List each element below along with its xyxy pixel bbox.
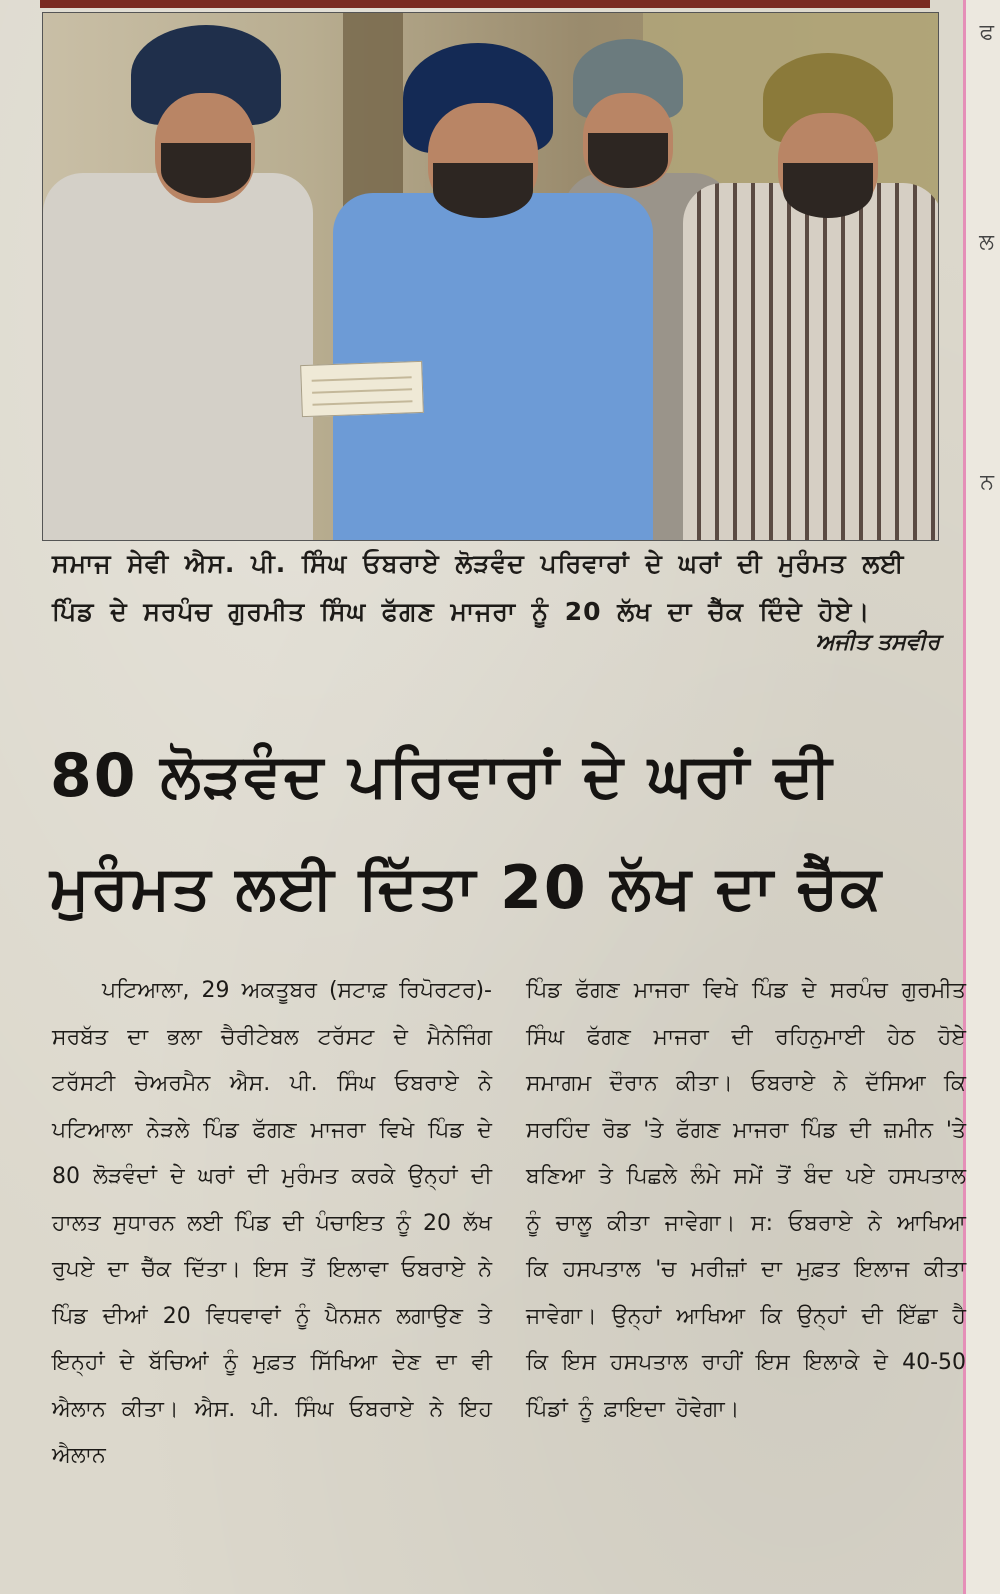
- article-headline: [50, 720, 950, 944]
- photo-credit: ਅਜੀਤ ਤਸਵੀਰ: [815, 630, 940, 655]
- headline-line-1: 80 ਲੋੜਵੰਦ ਪਰਿਵਾਰਾਂ ਦੇ ਘਰਾਂ ਦੀ: [50, 741, 834, 811]
- photo-caption: ਸਮਾਜ ਸੇਵੀ ਐਸ. ਪੀ. ਸਿੰਘ ਓਬਰਾਏ ਲੋੜਵੰਦ ਪਰਿਵਾਰਾਂ ਦੇ ਘਰਾਂ ਦੀ ਮੁਰੰਮਤ ਲਈ ਪਿੰਡ ਦੇ ਸਰਪੰਚ ਗੁਰਮੀਤ ਸਿੰਘ ਫੱਗਣ ਮਾਜਰਾ ਨੂੰ 20 ਲੱਖ ਦਾ ਚੈੱਕ ਦਿੰਦੇ ਹੋਏ।: [52, 549, 905, 626]
- article-column-right: ਪਿੰਡ ਫੱਗਣ ਮਾਜਰਾ ਵਿਖੇ ਪਿੰਡ ਦੇ ਸਰਪੰਚ ਗੁਰਮੀਤ ਸਿੰਘ ਫੱਗਣ ਮਾਜਰਾ ਦੀ ਰਹਿਨੁਮਾਈ ਹੇਠ ਹੋਏ ਸਮਾਗਮ ਦੌਰਾਨ ਕੀਤਾ। ਓਬਰਾਏ ਨੇ ਦੱਸਿਆ ਕਿ ਸਰਹਿੰਦ ਰੋਡ 'ਤੇ ਫੱਗਣ ਮਾਜਰਾ ਪਿੰਡ ਦੀ ਜ਼ਮੀਨ 'ਤੇ ਬਣਿਆ ਤੇ ਪਿਛਲੇ ਲੰਮੇ ਸਮੇਂ ਤੋਂ ਬੰਦ ਪਏ ਹਸਪਤਾਲ ਨੂੰ ਚਾਲੂ ਕੀਤਾ ਜਾਵੇਗਾ। ਸ: ਓਬਰਾਏ ਨੇ ਆਖਿਆ ਕਿ ਹਸਪਤਾਲ 'ਚ ਮਰੀਜ਼ਾਂ ਦਾ ਮੁਫ਼ਤ ਇਲਾਜ ਕੀਤਾ ਜਾਵੇਗਾ। ਉਨ੍ਹਾਂ ਆਖਿਆ ਕਿ ਉਨ੍ਹਾਂ ਦੀ ਇੱਛਾ ਹੈ ਕਿ ਇਸ ਹਸਪਤਾਲ ਰਾਹੀਂ ਇਸ ਇਲਾਕੇ ਦੇ 40-50 ਪਿੰਡਾਂ ਨੂੰ ਫ਼ਾਇਦਾ ਹੋਵੇਗਾ।: [526, 978, 966, 1422]
- news-photo: [42, 12, 939, 541]
- cheque-image: [300, 361, 424, 417]
- edge-glyph: ਲ: [979, 230, 994, 255]
- article-column-left: ਪਟਿਆਲਾ, 29 ਅਕਤੂਬਰ (ਸਟਾਫ਼ ਰਿਪੋਰਟਰ)-ਸਰਬੱਤ ਦਾ ਭਲਾ ਚੈਰੀਟੇਬਲ ਟਰੱਸਟ ਦੇ ਮੈਨੇਜਿੰਗ ਟਰੱਸਟੀ ਚੇਅਰਮੈਨ ਐਸ. ਪੀ. ਸਿੰਘ ਓਬਰਾਏ ਨੇ ਪਟਿਆਲਾ ਨੇੜਲੇ ਪਿੰਡ ਫੱਗਣ ਮਾਜਰਾ ਵਿਖੇ ਪਿੰਡ ਦੇ 80 ਲੋੜਵੰਦਾਂ ਦੇ ਘਰਾਂ ਦੀ ਮੁਰੰਮਤ ਕਰਕੇ ਉਨ੍ਹਾਂ ਦੀ ਹਾਲਤ ਸੁਧਾਰਨ ਲਈ ਪਿੰਡ ਦੀ ਪੰਚਾਇਤ ਨੂੰ 20 ਲੱਖ ਰੁਪਏ ਦਾ ਚੈੱਕ ਦਿੱਤਾ। ਇਸ ਤੋਂ ਇਲਾਵਾ ਓਬਰਾਏ ਨੇ ਪਿੰਡ ਦੀਆਂ 20 ਵਿਧਵਾਵਾਂ ਨੂੰ ਪੈਨਸ਼ਨ ਲਗਾਉਣ ਤੇ ਇਨ੍ਹਾਂ ਦੇ ਬੱਚਿਆਂ ਨੂੰ ਮੁਫ਼ਤ ਸਿੱਖਿਆ ਦੇਣ ਦਾ ਵੀ ਐਲਾਨ ਕੀਤਾ। ਐਸ. ਪੀ. ਸਿੰਘ ਓਬਰਾਏ ਨੇ ਇਹ ਐਲਾਨ: [52, 978, 492, 1468]
- top-color-strip: [40, 0, 930, 8]
- edge-glyph: ਨ: [980, 470, 994, 495]
- adjacent-column-edge: [963, 0, 1000, 1594]
- headline-line-2: ਮੁਰੰਮਤ ਲਈ ਦਿੱਤਾ 20 ਲੱਖ ਦਾ ਚੈੱਕ: [50, 853, 884, 923]
- edge-glyph: ਫ: [979, 20, 994, 45]
